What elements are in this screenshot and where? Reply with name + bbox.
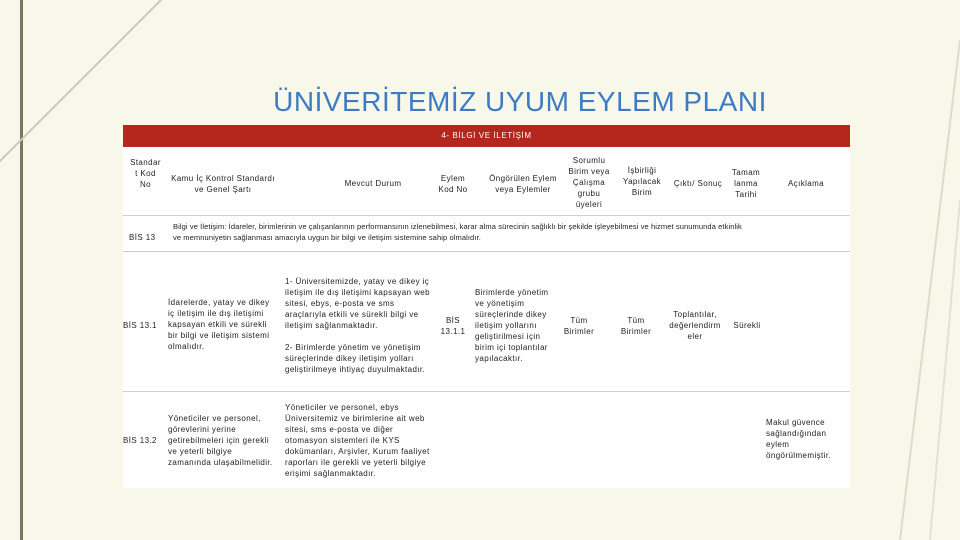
row-current-status: Yöneticiler ve personel, ebys Üniversitemiz ve birimlerine ait web sitesi, sms e-posta ve diğer otomasyon sistemleri ile KYS dokümanları, Arşivler, Kurum faaliyet raporları ile gerekli ve yeterli bilgiye erişimi sağlanmaktadır.	[285, 403, 430, 478]
row-divider	[123, 391, 850, 392]
row-current-status: 1- Üniversitemizde, yatay ve dikey iç iletişim ile dış iletişimi kapsayan web sitesi, ebys, e-posta ve sms araçlarıyla etkili ve sürekli bilgi ve iletişim sağlanmaktadır. 2- Birimlerde yönetim ve yönetişim süreçlerinde dikey iletişim yolları geliştirilmeye ihtiyaç duyulmaktadır.	[285, 277, 430, 374]
decorative-corner-lines	[840, 0, 960, 540]
header-current-status: Mevcut Durum	[344, 179, 402, 188]
header-divider	[123, 215, 850, 216]
row-responsible: Tüm Birimler	[563, 316, 595, 336]
header-control-standard: Kamu İç Kontrol Standardı ve Genel Şartı	[171, 174, 275, 194]
header-output: Çıktı/ Sonuç	[673, 179, 723, 188]
row-requirement: Yöneticiler ve personel, görevlerini yerine getirebilmeleri için gerekli ve yeterli bilgiye zamanında ulaşabilmelidir.	[168, 414, 273, 467]
row-completion: Sürekli	[733, 321, 761, 330]
row-action-code: BİS 13.1.1	[440, 316, 466, 336]
header-planned-action: Öngörülen Eylem veya Eylemler	[489, 174, 557, 194]
header-action-code: Eylem Kod No	[438, 174, 468, 194]
row-requirement: İdarelerde, yatay ve dikey iç iletişim ile dış iletişimi kapsayan etkili ve sürekli bir bilgi ve iletişim sistemi olmalıdır.	[168, 298, 270, 351]
standard-description: Bilgi ve İletişim: İdareler, birimlerinin ve çalışanlarının performansının izlenebilmesi, karar alma sürecinin sağlıklı bir şekilde işleyebilmesi ve hizmet sunumunda etkinlik ve memnuniyetin sağlanması amacıyla uygun bir bilgi ve iletişim sistemine sahip olmalıdır.	[173, 222, 742, 242]
section-band: 4- BİLGİ VE İLETİŞİM	[123, 125, 850, 147]
row-code: BİS 13.2	[123, 436, 157, 445]
row-cooperation: Tüm Birimler	[620, 316, 652, 336]
header-notes: Açıklama	[787, 179, 825, 188]
standard-code: BİS 13	[129, 233, 156, 242]
row-code: BİS 13.1	[123, 321, 157, 330]
page-title: ÜNİVERİTEMİZ UYUM EYLEM PLANI	[273, 86, 767, 117]
header-responsible-unit: Sorumlu Birim veya Çalışma grubu üyeleri	[568, 156, 610, 209]
header-cooperation-unit: İşbirliği Yapılacak Birim	[622, 166, 662, 197]
standard-divider	[123, 251, 850, 252]
row-planned-action: Birimlerde yönetim ve yönetişim süreçlerinde dikey iletişim yollarını geliştirilmesi için birim içi toplantılar yapılacaktır.	[475, 288, 549, 363]
row-output: Toplantılar, değerlendirm eler	[669, 310, 721, 341]
header-completion-date: Tamam lanma Tarihi	[731, 168, 761, 199]
header-standard-code: Standar t Kod No	[130, 158, 161, 189]
decorative-left-line	[20, 0, 23, 540]
row-note: Makul güvence sağlandığından eylem öngörülmemiştir.	[766, 418, 832, 460]
action-plan-table	[123, 125, 850, 488]
